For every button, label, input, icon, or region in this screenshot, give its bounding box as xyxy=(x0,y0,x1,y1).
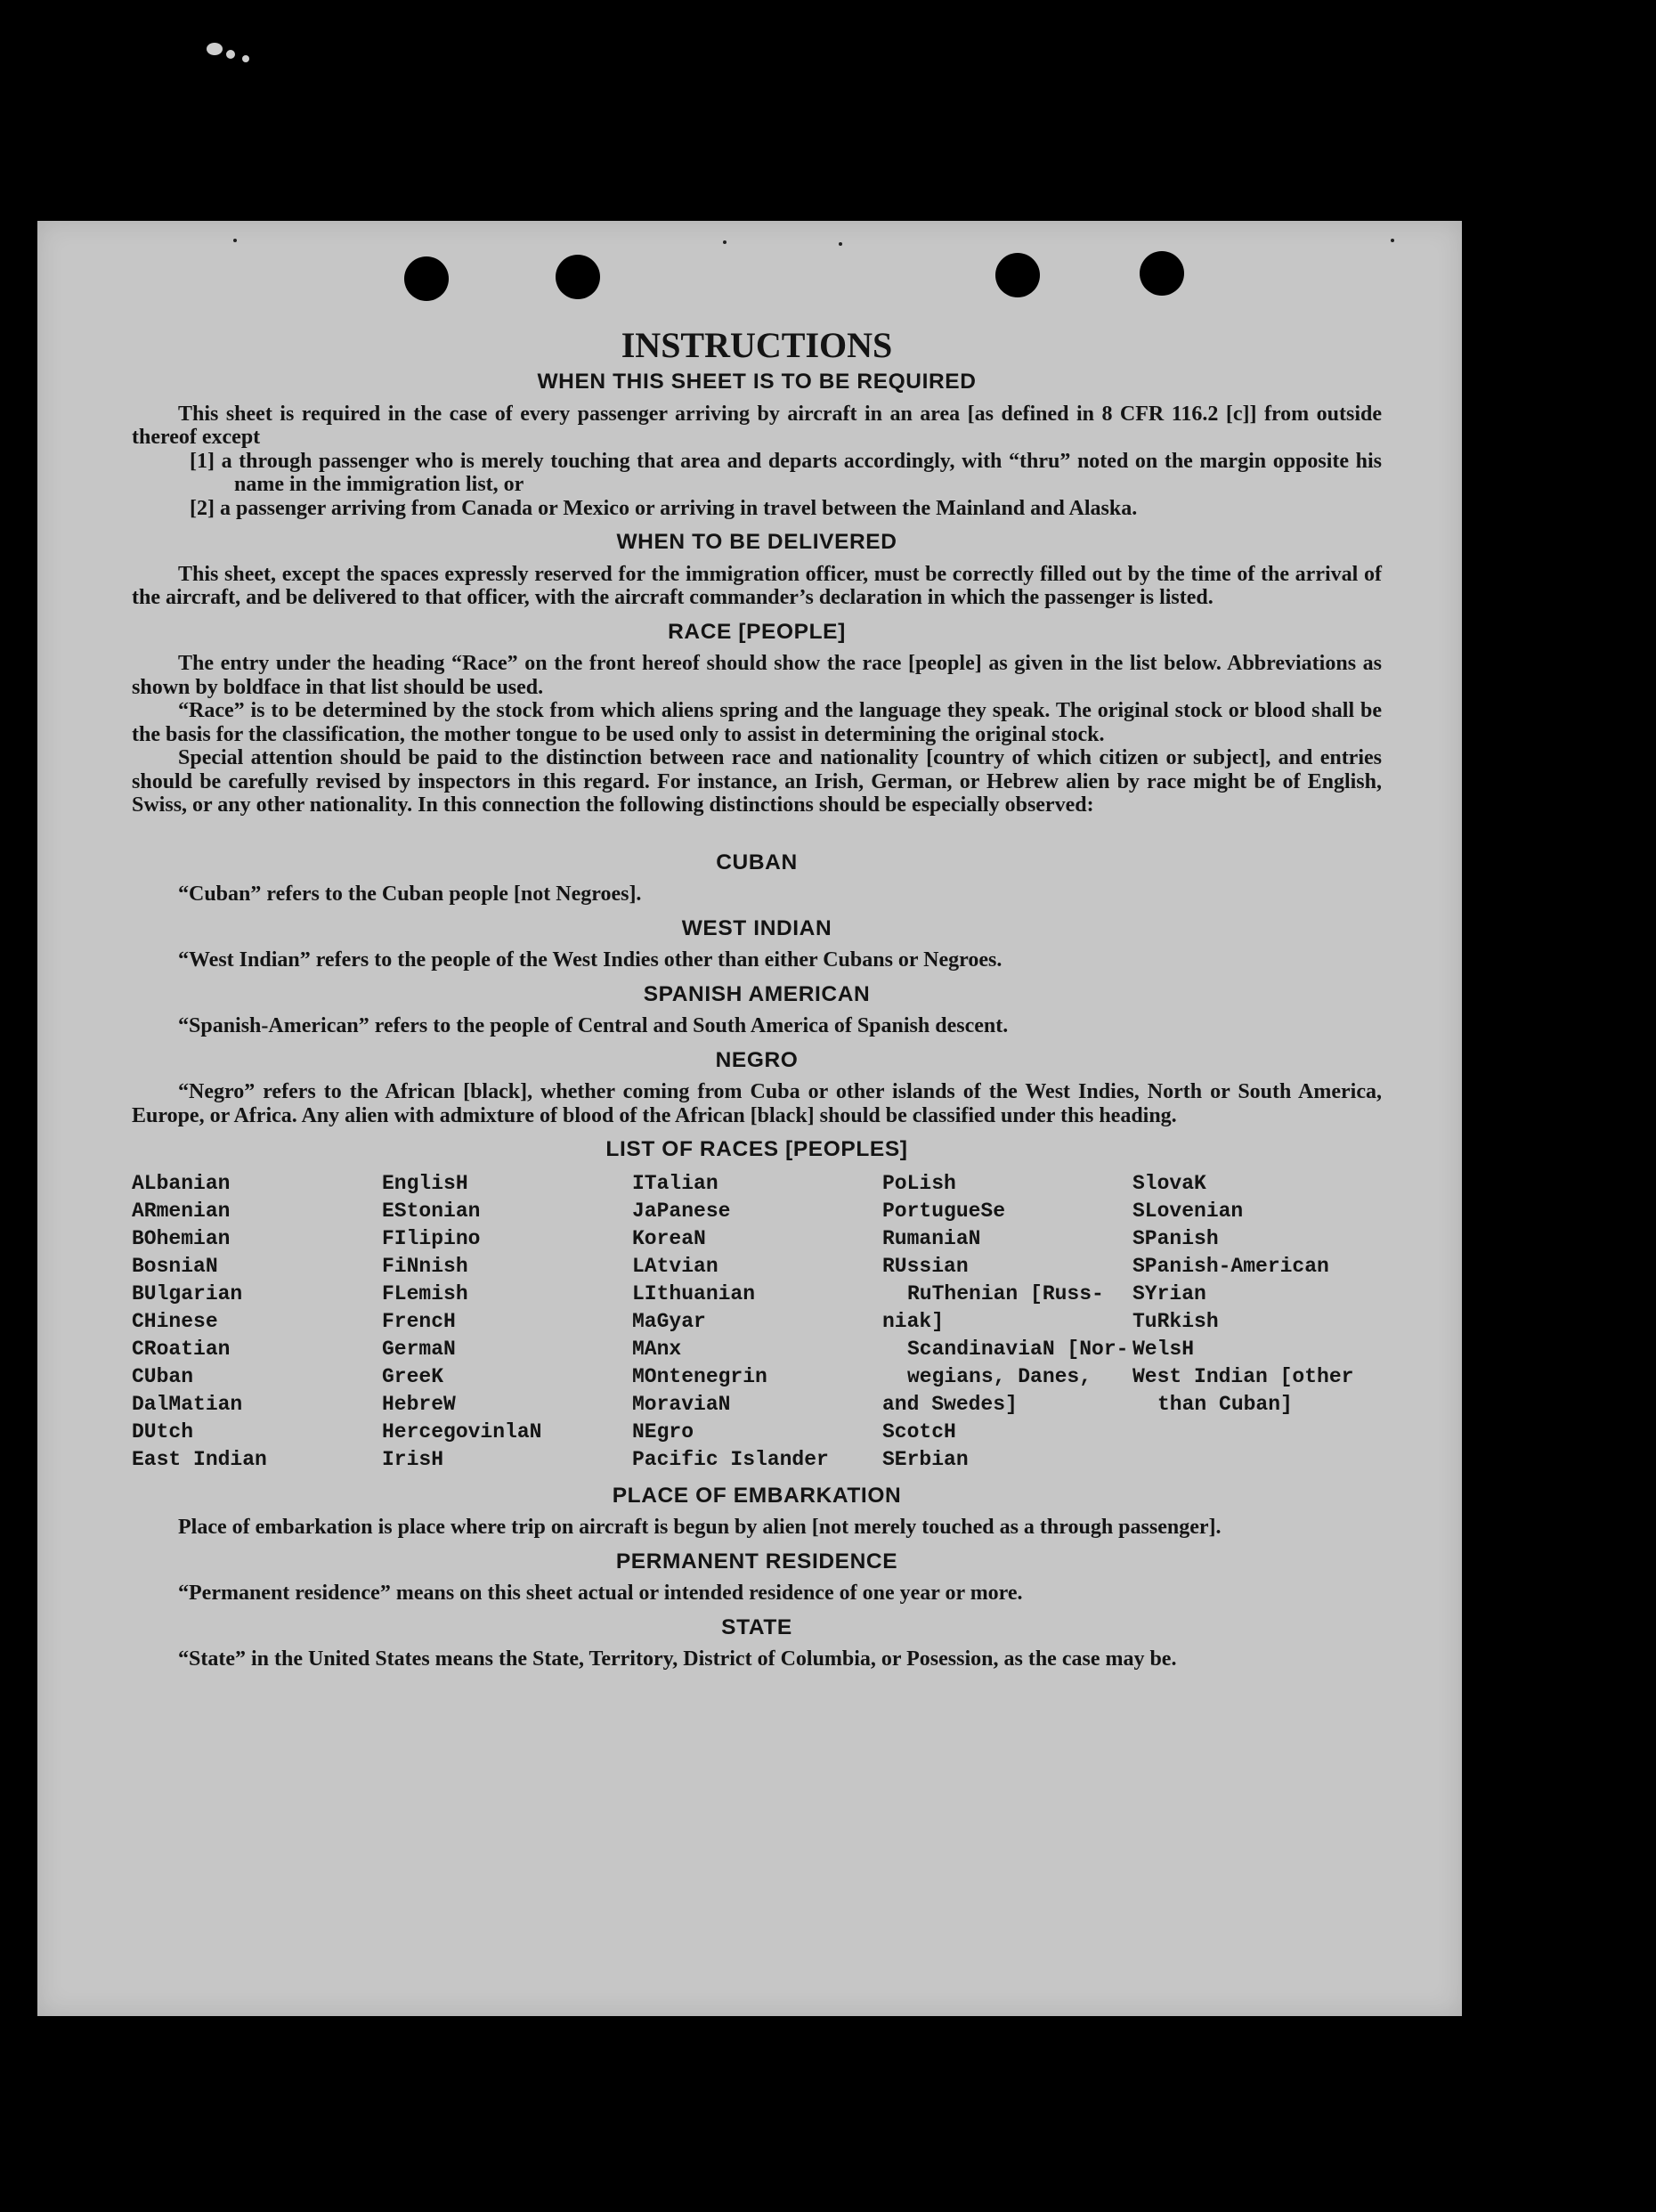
race-entry-continuation: ScandinaviaN [Nor- xyxy=(907,1337,1129,1361)
race-paragraph-1: The entry under the heading “Race” on the front hereof should show the race [people] as given in the list below. Abbreviations as shown by boldface in that list should be used. xyxy=(132,652,1382,699)
heading-when-required: WHEN THIS SHEET IS TO BE REQUIRED xyxy=(537,370,977,394)
punch-hole xyxy=(995,253,1040,297)
race-entry: ScotcH xyxy=(882,1419,956,1443)
race-entry: SPanish xyxy=(1132,1226,1219,1250)
heading-when-delivered: WHEN TO BE DELIVERED xyxy=(616,530,897,554)
spanish-american-text: “Spanish-American” refers to the people of Central and South America of Spanish descent. xyxy=(178,1014,1009,1037)
delivered-text: This sheet, except the spaces expressly reserved for the immigration officer, must be correctly filled out by the time of the arrival of the aircraft, and be delivered to that officer, with the aircraft commander’s declaration in which the passenger is listed. xyxy=(132,562,1382,609)
punch-hole xyxy=(556,255,600,299)
race-entry: EnglisH xyxy=(382,1171,468,1195)
speck-mark xyxy=(723,240,727,244)
race-entry-continuation: RuThenian [Russ- xyxy=(907,1281,1104,1305)
race-entry: FIlipino xyxy=(382,1226,481,1250)
race-entry: RUssian xyxy=(882,1254,969,1278)
page-title: INSTRUCTIONS xyxy=(621,325,893,365)
race-entry: NEgro xyxy=(632,1419,694,1443)
heading-race: RACE [PEOPLE] xyxy=(668,619,846,644)
speck-mark xyxy=(1391,239,1394,242)
race-entry: GermaN xyxy=(382,1337,456,1361)
heading-list-of-races: LIST OF RACES [PEOPLES] xyxy=(605,1137,908,1161)
race-entry: ARmenian xyxy=(132,1199,231,1223)
race-entry: GreeK xyxy=(382,1364,444,1388)
race-entry: LAtvian xyxy=(632,1254,718,1278)
race-entry: West Indian [other xyxy=(1132,1364,1354,1388)
race-entry: WelsH xyxy=(1132,1337,1195,1361)
race-entry: ITalian xyxy=(632,1171,718,1195)
race-entry: TuRkish xyxy=(1132,1309,1219,1333)
dust-speck xyxy=(242,55,249,62)
race-entry: ALbanian xyxy=(132,1171,231,1195)
heading-cuban: CUBAN xyxy=(716,850,798,874)
punch-hole xyxy=(404,256,449,301)
required-intro: This sheet is required in the case of every passenger arriving by aircraft in an area [as defined in 8 CFR 116.2 [c]] from outside thereof except xyxy=(132,402,1382,449)
heading-permanent-residence: PERMANENT RESIDENCE xyxy=(615,1549,898,1574)
race-entry: BUlgarian xyxy=(132,1281,243,1305)
punch-hole xyxy=(1140,251,1184,296)
race-entry: RumaniaN xyxy=(882,1226,981,1250)
race-entry: BOhemian xyxy=(132,1226,231,1250)
required-item-2: [2] a passenger arriving from Canada or Mexico or arriving in travel between the Mainland and Alaska. xyxy=(190,496,1138,520)
heading-spanish-american: SPANISH AMERICAN xyxy=(643,981,871,1006)
speck-mark xyxy=(839,242,842,246)
required-item-1: [1] a through passenger who is merely touching that area and departs accordingly, with “thru” noted on the margin opposite his name in the immigration list, or xyxy=(190,449,1382,496)
races-column-5 xyxy=(1132,1170,1382,1474)
heading-place-of-embarkation: PLACE OF EMBARKATION xyxy=(612,1483,902,1508)
race-entry: MOntenegrin xyxy=(632,1364,767,1388)
race-entry: EStonian xyxy=(382,1199,481,1223)
race-entry: LIthuanian xyxy=(632,1281,756,1305)
race-entry: niak] xyxy=(882,1309,945,1333)
race-entry-continuation: than Cuban] xyxy=(1157,1392,1293,1416)
race-entry: SYrian xyxy=(1132,1281,1206,1305)
race-entry: and Swedes] xyxy=(882,1392,1018,1416)
race-entry: MaGyar xyxy=(632,1309,706,1333)
race-entry: KoreaN xyxy=(632,1226,706,1250)
race-entry-continuation: wegians, Danes, xyxy=(907,1364,1092,1388)
residence-text: “Permanent residence” means on this sheet actual or intended residence of one year or more. xyxy=(178,1582,1023,1605)
heading-state: STATE xyxy=(721,1614,792,1639)
race-entry: FiNnish xyxy=(382,1254,468,1278)
instructions-content xyxy=(132,326,1382,1671)
races-column-2 xyxy=(382,1170,632,1474)
race-entry: FrencH xyxy=(382,1309,456,1333)
negro-text: “Negro” refers to the African [black], whether coming from Cuba or other islands of the West Indies, North or South America, Europe, or Africa. Any alien with admixture of blood of the African [black] should be classified under this heading. xyxy=(132,1080,1382,1127)
state-text: “State” in the United States means the State, Territory, District of Columbia, or Posession, as the case may be. xyxy=(178,1647,1177,1671)
races-column-3 xyxy=(632,1170,882,1474)
race-entry: MAnx xyxy=(632,1337,682,1361)
race-entry: CHinese xyxy=(132,1309,218,1333)
speck-mark xyxy=(233,239,237,242)
embarkation-text: Place of embarkation is place where trip on aircraft is begun by alien [not merely touched as a through passenger]. xyxy=(178,1516,1222,1539)
race-entry: BosniaN xyxy=(132,1254,218,1278)
race-entry: Pacific Islander xyxy=(632,1447,829,1471)
race-entry: HercegovinlaN xyxy=(382,1419,542,1443)
race-entry: HebreW xyxy=(382,1392,456,1416)
west-indian-text: “West Indian” refers to the people of the West Indies other than either Cubans or Negroes. xyxy=(178,948,1003,972)
spacer xyxy=(132,817,1382,841)
cuban-text: “Cuban” refers to the Cuban people [not Negroes]. xyxy=(178,882,642,906)
dust-speck xyxy=(207,43,223,55)
races-column-1 xyxy=(132,1170,382,1474)
race-entry: MoraviaN xyxy=(632,1392,731,1416)
races-column-4 xyxy=(882,1170,1132,1474)
dust-speck xyxy=(226,50,235,59)
race-entry: SErbian xyxy=(882,1447,969,1471)
race-entry: SLovenian xyxy=(1132,1199,1244,1223)
race-entry: IrisH xyxy=(382,1447,444,1471)
race-entry: East Indian xyxy=(132,1447,267,1471)
race-entry: DalMatian xyxy=(132,1392,243,1416)
race-entry: PortugueSe xyxy=(882,1199,1006,1223)
race-entry: SlovaK xyxy=(1132,1171,1206,1195)
races-list xyxy=(132,1170,1382,1474)
race-entry: FLemish xyxy=(382,1281,468,1305)
race-entry: CRoatian xyxy=(132,1337,231,1361)
heading-west-indian: WEST INDIAN xyxy=(681,915,832,940)
heading-negro: NEGRO xyxy=(715,1047,799,1072)
race-entry: PoLish xyxy=(882,1171,956,1195)
race-entry: CUban xyxy=(132,1364,194,1388)
race-entry: DUtch xyxy=(132,1419,194,1443)
race-paragraph-2: “Race” is to be determined by the stock from which aliens spring and the language they speak. The original stock or blood shall be the basis for the classification, the mother tongue to be used only to assist in determining the original stock. xyxy=(132,699,1382,746)
race-entry: SPanish-American xyxy=(1132,1254,1329,1278)
document-sheet xyxy=(37,221,1462,2016)
race-entry: JaPanese xyxy=(632,1199,731,1223)
race-paragraph-3: Special attention should be paid to the distinction between race and nationality [country of which citizen or subject], and entries should be carefully revised by inspectors in this regard. For instance, an Irish, German, or Hebrew alien by race might be of English, Swiss, or any other nationality. In this connection the following distinctions should be especially observed: xyxy=(132,746,1382,817)
